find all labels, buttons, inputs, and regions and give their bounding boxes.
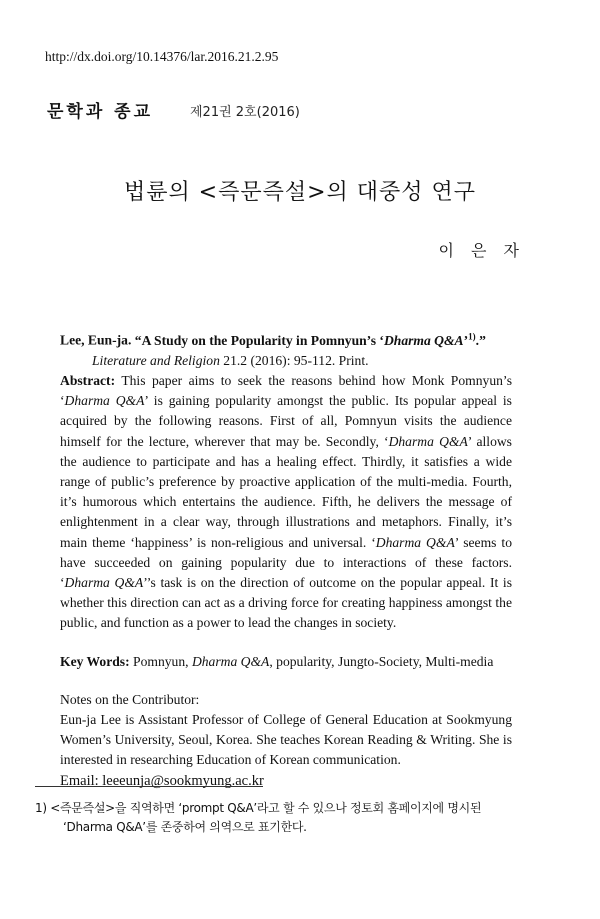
paper-title: 법륜의 <즉문즉설>의 대중성 연구 <box>123 180 477 205</box>
footnote <box>35 799 513 837</box>
doi-link[interactable]: http://dx.doi.org/10.14376/lar.2016.21.2.95 <box>45 49 279 64</box>
citation-journal: Literature and Religion <box>92 352 220 368</box>
footnote-line-1: 1) <즉문즉설>을 직역하면 ‘prompt Q&A’라고 할 수 있으나 정토회 홈페이지에 명시된 <box>35 801 482 815</box>
citation-title: “A Study on the Popularity in Pomnyun’s ‘Dharma Q&A’$^{1)}$.” <box>134 331 486 348</box>
abstract <box>60 371 512 634</box>
abstract-segment: Dharma Q&A <box>64 574 144 590</box>
footnote-divider <box>35 786 263 787</box>
citation-author: Lee, Eun-ja. <box>60 332 132 348</box>
contributor-email[interactable]: Email: leeeunja@sookmyung.ac.kr <box>60 772 264 789</box>
citation-source <box>60 351 512 371</box>
keywords-label: Key Words: <box>60 653 130 669</box>
article-body <box>60 326 512 791</box>
abstract-segment: Dharma Q&A <box>388 433 468 449</box>
contributor-text: Eun-ja Lee is Assistant Professor of College of General Education at Sookmyung Women’s University, Seoul, Korea. She teaches Korean Reading & Writing. She is interested in researching Education of Korean communication. <box>60 711 512 768</box>
journal-logo: 문학과 종교 <box>47 102 154 122</box>
abstract-segment: ’ seems to have succeeded on gaining popularity due to interactions of these factors. ‘ <box>60 534 512 590</box>
abstract-segment: Dharma Q&A <box>375 534 455 550</box>
author-name: 이 은 자 <box>438 241 525 260</box>
contributor-heading: Notes on the Contributor: <box>60 691 200 707</box>
abstract-segment: ’’s task is on the direction of outcome on the popular appeal. It is whether this direction can act as a driving force for creating happiness amongst the public, and function as a power to lead the changes in society. <box>60 574 512 631</box>
keywords: Key Words: Pomnyun, Dharma Q&A, popularity, Jungto-Society, Multi-media <box>60 653 494 669</box>
citation-details: 21.2 (2016): 95-112. Print. <box>219 352 369 368</box>
abstract-segment: Dharma Q&A <box>64 393 145 409</box>
volume-issue: 제21권 2호(2016) <box>190 105 300 120</box>
citation <box>60 326 512 351</box>
abstract-segment: This paper aims to seek the reasons behind how Monk Pomnyun’s ‘ <box>60 372 512 409</box>
abstract-segment: ’ allows the audience to participate and has a healing effect. Thirdly, it satisfies a wide range of public’s preference by proactive application of the multi-media. Fourth, it’s humorous which entertains the audience. Fifth, he delivers the message of enlightenment in a clear way, through illustrations and metaphors. Finally, it’s main theme ‘happiness’ is non-religious and universal. ‘ <box>60 433 512 550</box>
abstract-segment: ’ is gaining popularity amongst the public. Its popular appeal is acquired by the following reasons. First of all, Pomnyun visits the audience himself for the lecture, wherever that may be. Secondly, ‘ <box>60 393 512 449</box>
abstract-text <box>60 373 512 630</box>
abstract-label: Abstract: <box>60 372 116 388</box>
footnote-line-2: ‘Dharma Q&A’를 존중하여 의역으로 표기한다. <box>63 820 307 834</box>
